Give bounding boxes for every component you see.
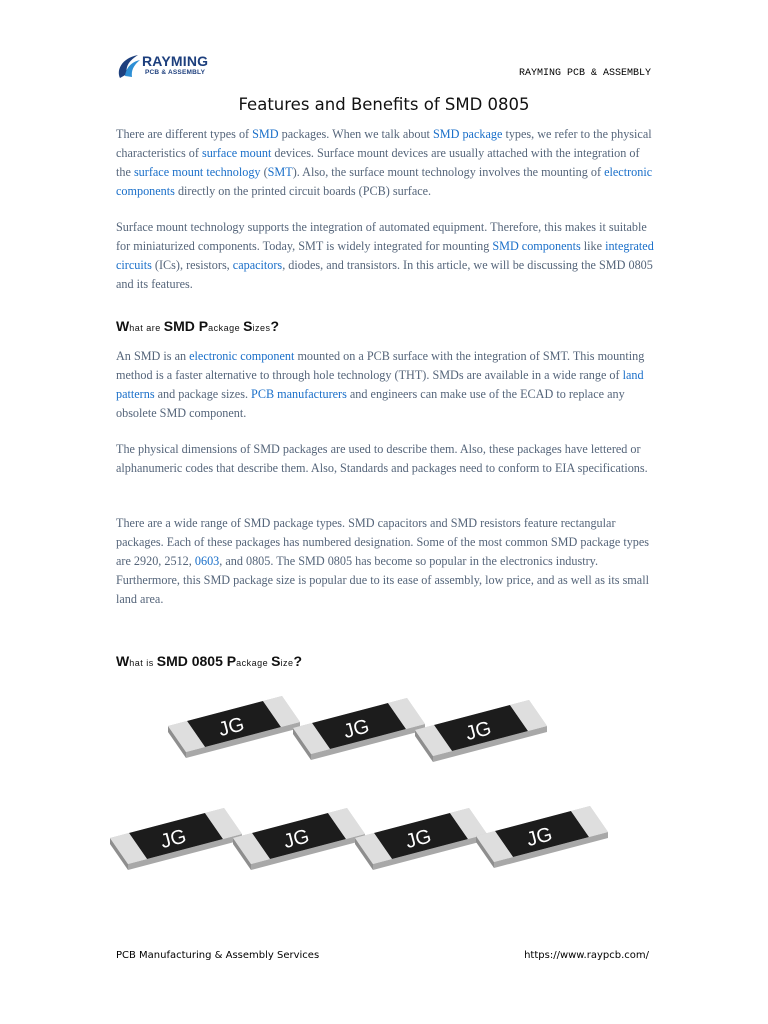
body-paragraph-1 [116,347,656,423]
heading-small-text: hat is [129,658,157,668]
section-heading-0805-size [116,645,302,673]
text-span: like [580,239,606,253]
heading-small-text: ackage [208,323,244,333]
logo-wordmark: RAYMING [142,53,209,69]
text-span: and engineers can make use of the ECAD to replace any obsolete SMD component. [116,387,625,420]
page-title: Features and Benefits of SMD 0805 [238,95,530,114]
text-span: ). Also, the surface mount technology involves the mounting of [292,165,605,179]
text-span: directly on the printed circuit boards (PCB) surface. [174,184,432,198]
section-heading-package-sizes [116,310,279,338]
text-span: packages. When we talk about [278,127,433,141]
heading-letter: S [243,318,253,334]
heading-small-text: hat are [129,323,164,333]
link-electronic-components[interactable]: electronic components [116,165,653,198]
chip-label: JG [341,715,372,744]
text-span: (ICs), resistors, [151,258,233,272]
chip-label: JG [463,717,494,746]
text-span: An SMD is an [116,349,190,363]
heading-small-text: izes [252,323,271,333]
heading-letter: W [116,653,130,669]
footer-url-link[interactable]: https://www.raypcb.com/ [524,950,649,961]
heading-letter: W [116,318,130,334]
text-span: There are different types of [116,127,253,141]
link-land-patterns[interactable]: land patterns [116,368,644,401]
heading-text: ? [293,653,303,669]
chip-label: JG [403,825,434,854]
chips-svg [110,688,655,888]
link-surface-mount[interactable]: surface mount [201,146,272,160]
link-smd[interactable]: SMD [252,127,279,141]
heading-text: SMD 0805 [156,653,227,669]
link-capacitors[interactable]: capacitors [232,258,283,272]
text-span: and package sizes. [154,387,252,401]
heading-letter: P [198,318,209,334]
heading-text: ? [270,318,280,334]
text-span: ( [260,165,268,179]
text-span: Surface mount technology supports the integration of automated equipment. Therefore, this makes it suitable for miniaturized components. Today, SMT is widely integrated for mounting [116,220,647,253]
text-span: , and 0805. The SMD 0805 has become so popular in the electronics industry. Furthermore, this SMD package size is popular due to its ease of assembly, low price, and as well as its small land area. [116,554,649,606]
header-company-name: RAYMING PCB & ASSEMBLY [518,68,651,79]
rayming-logo[interactable] [116,52,226,82]
link-0603[interactable]: 0603 [194,554,220,568]
link-surface-mount-technology[interactable]: surface mount technology [133,165,261,179]
link-smd-package[interactable]: SMD package [433,127,503,141]
body-paragraph-3 [116,514,656,609]
text-span: types, we refer to the physical characteristics of [116,127,652,160]
chip-label: JG [524,823,555,852]
body-paragraph-2: The physical dimensions of SMD packages are used to describe them. Also, these packages have lettered or alphanumeric codes that describe them. Also, Standards and packages need to conform to EIA specifications. [116,442,648,475]
footer-services: PCB Manufacturing & Assembly Services [116,950,320,961]
logo-tagline: PCB & ASSEMBLY [145,69,206,76]
logo-swoosh-icon [116,52,142,82]
intro-paragraph-1 [116,125,656,201]
text-span: There are a wide range of SMD package types. SMD capacitors and SMD resistors feature rectangular packages. Each of these packages has numbered designation. Some of the most common SMD package types are 2920, 2512, [116,516,650,568]
heading-text: SMD [163,318,199,334]
heading-letter: S [271,653,281,669]
link-smt[interactable]: SMT [267,165,293,179]
link-smd-components[interactable]: SMD components [492,239,581,253]
link-electronic-component[interactable]: electronic component [189,349,295,363]
text-span: mounted on a PCB surface with the integration of SMT. This mounting method is a faster alternative to through hole technology (THT). SMDs are available in a wide range of [116,349,645,382]
heading-letter: P [226,653,237,669]
heading-small-text: ackage [236,658,272,668]
chip-label: JG [158,825,189,854]
heading-small-text: ize [280,658,294,668]
intro-paragraph-2 [116,218,656,294]
text-span: , diodes, and transistors. In this article, we will be discussing the SMD 0805 and its features. [116,258,653,291]
link-integrated-circuits[interactable]: integrated circuits [116,239,654,272]
text-span: devices. Surface mount devices are usually attached with the integration of the [116,146,640,179]
chip-label: JG [281,825,312,854]
chip-label: JG [216,713,247,742]
smd-0805-chips-image [110,688,655,888]
link-pcb-manufacturers[interactable]: PCB manufacturers [251,387,347,401]
